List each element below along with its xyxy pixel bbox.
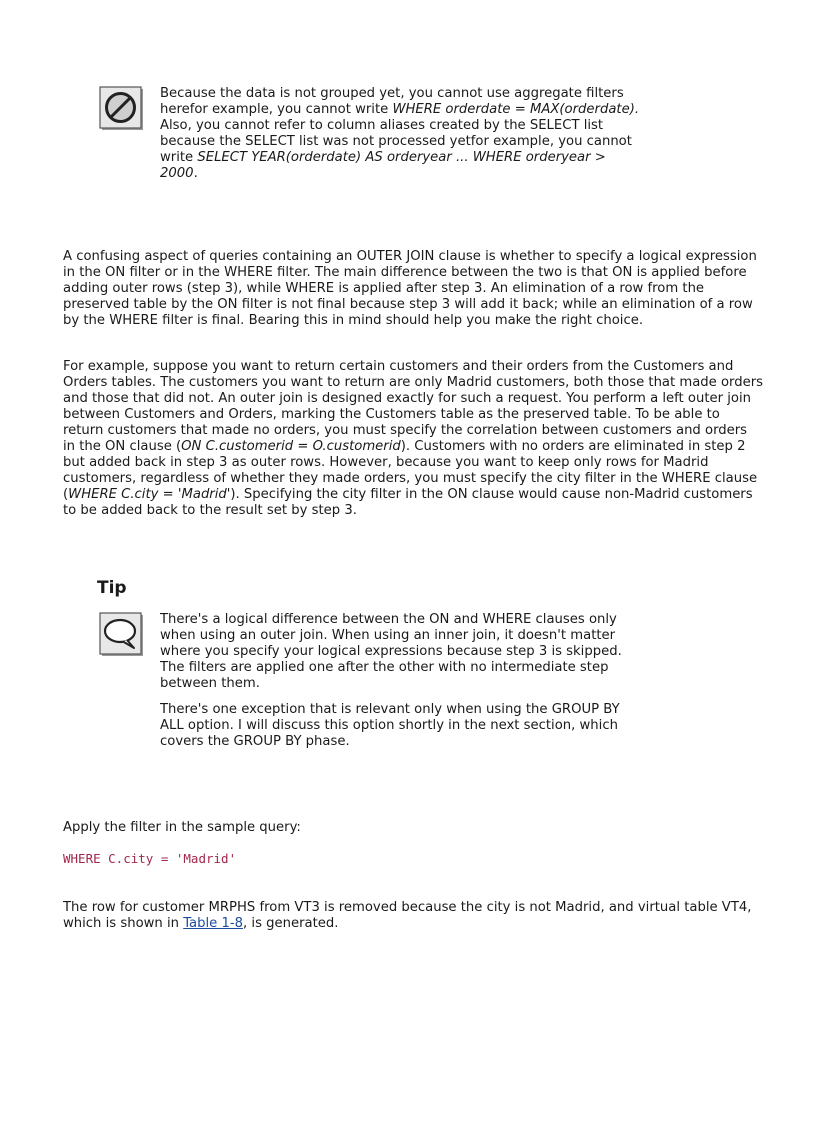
code-snippet: WHERE C.city = 'Madrid' xyxy=(63,851,237,866)
prohibit-icon xyxy=(99,86,145,132)
warning-line-5: write SELECT YEAR(orderdate) AS orderyear ... WHERE orderyear > xyxy=(160,150,606,165)
tip-paragraph-1: There's a logical difference between the ON and WHERE clauses only when using an outer join. When using an inner join, it doesn't matter where you specify your logical expressions because step 3 is skipped. The filters are applied one after the other with no intermediate step between them. xyxy=(160,612,622,691)
tip-heading: Tip xyxy=(97,578,127,598)
tip-paragraph-2: There's one exception that is relevant only when using the GROUP BY ALL option. I will discuss this option shortly in the next section, which covers the GROUP BY phase. xyxy=(160,702,620,749)
table-1-8-link[interactable]: Table 1-8 xyxy=(183,916,244,931)
warning-note-text xyxy=(160,86,660,182)
warning-line-4: because the SELECT list was not processed yetfor example, you cannot xyxy=(160,134,632,149)
warning-line-2: herefor example, you cannot write WHERE orderdate = MAX(orderdate). xyxy=(160,102,640,117)
paragraph-result: The row for customer MRPHS from VT3 is removed because the city is not Madrid, and virtual table VT4, which is shown in Table 1-8, is generated. xyxy=(63,900,752,931)
apply-filter-text: Apply the filter in the sample query: xyxy=(63,820,301,835)
warning-line-6: 2000. xyxy=(160,166,198,181)
tip-text xyxy=(160,612,640,750)
paragraph-outer-join: A confusing aspect of queries containing an OUTER JOIN clause is whether to specify a logical expression in the ON filter or in the WHERE filter. The main difference between the two is that ON is applied before adding outer rows (step 3), while WHERE is applied after step 3. An elimination of a row from the preserved table by the ON filter is not final because step 3 will add it back; while an elimination of a row by the WHERE filter is final. Bearing this in mind should help you make the right choice. xyxy=(63,249,757,328)
paragraph-example: For example, suppose you want to return certain customers and their orders from the Customers and Orders tables. The customers you want to return are only Madrid customers, both those that made orders and those that did not. An outer join is designed exactly for such a request. You perform a left outer join between Customers and Orders, marking the Customers table as the preserved table. To be able to return customers that made no orders, you must specify the correlation between customers and orders in the ON clause (ON C.customerid = O.customerid). Customers with no orders are eliminated in step 2 but added back in step 3 as outer rows. However, because you want to keep only rows for Madrid customers, regardless of whether they made orders, you must specify the city filter in the WHERE clause (WHERE C.city = 'Madrid'). Specifying the city filter in the ON clause would cause non-Madrid customers to be added back to the result set by step 3. xyxy=(63,359,764,518)
warning-line-1: Because the data is not grouped yet, you cannot use aggregate filters xyxy=(160,86,624,101)
speech-bubble-icon xyxy=(99,612,145,658)
warning-line-3: Also, you cannot refer to column aliases created by the SELECT list xyxy=(160,118,604,133)
